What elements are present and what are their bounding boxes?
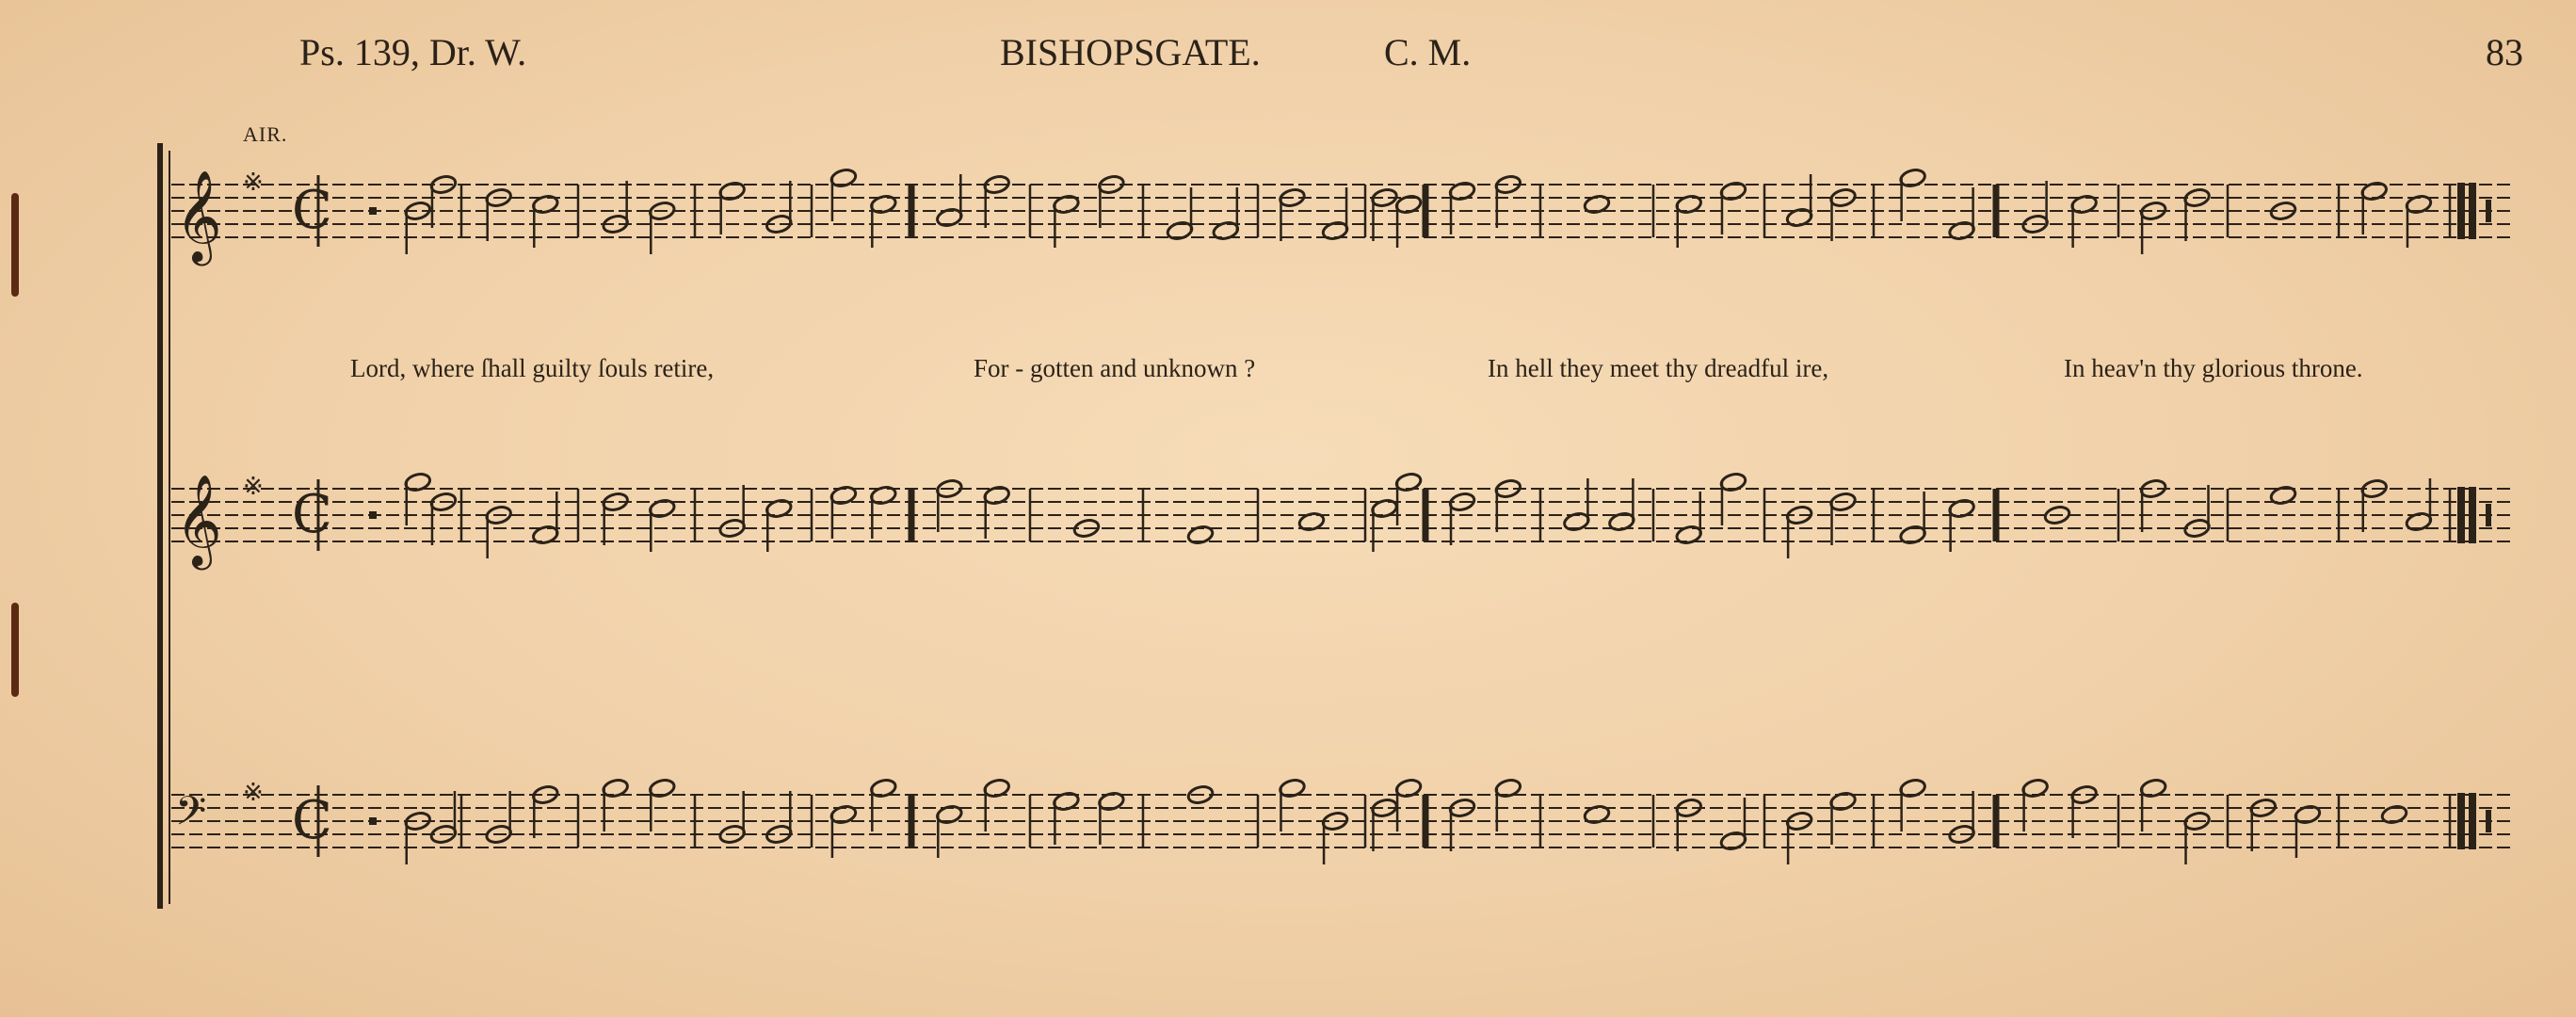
- rest-dot: [369, 511, 377, 519]
- repeat-mark: [2486, 504, 2491, 526]
- lyric-line-4: In heav'n thy glorious throne.: [2064, 354, 2363, 382]
- time-signature-icon: C: [292, 180, 332, 241]
- repeat-mark: [2486, 200, 2491, 222]
- half-note-head: [718, 181, 746, 202]
- half-note-head: [1719, 831, 1747, 851]
- half-note-head: [1899, 778, 1926, 799]
- time-signature-icon: C: [292, 790, 332, 851]
- half-note-head: [1899, 168, 1926, 188]
- sharp-icon: ※: [243, 169, 264, 197]
- treble-clef-icon: 𝄞: [175, 474, 222, 566]
- treble-clef-icon: 𝄞: [175, 170, 222, 262]
- half-note-head: [2294, 804, 2321, 825]
- half-note-head: [1719, 472, 1747, 492]
- time-signature-icon: C: [292, 484, 332, 545]
- sharp-icon: ※: [243, 473, 264, 501]
- bass-clef-icon: 𝄢: [175, 788, 207, 845]
- air-part-label: AIR.: [243, 122, 288, 146]
- half-note-head: [1899, 525, 1926, 545]
- lyric-line-3: In hell they meet thy dreadful ire,: [1488, 354, 1829, 382]
- half-note-head: [649, 498, 676, 519]
- meter-label: C. M.: [1384, 31, 1472, 73]
- lyric-line-1: Lord, where ſhall guilty ſouls retire,: [350, 354, 715, 382]
- half-note-head: [1719, 181, 1747, 202]
- psalm-reference: Ps. 139, Dr. W.: [299, 31, 527, 73]
- lyric-line-2: For - gotten and unknown ?: [974, 354, 1256, 382]
- sharp-icon: ※: [243, 779, 264, 807]
- page-number: 83: [2486, 31, 2523, 73]
- rest-dot: [369, 207, 377, 215]
- half-note-head: [1166, 220, 1193, 241]
- half-note-head: [1829, 791, 1857, 812]
- rest-dot: [369, 817, 377, 825]
- half-note-head: [649, 778, 676, 799]
- tune-title: BISHOPSGATE.: [1000, 31, 1261, 73]
- repeat-mark: [2486, 810, 2491, 832]
